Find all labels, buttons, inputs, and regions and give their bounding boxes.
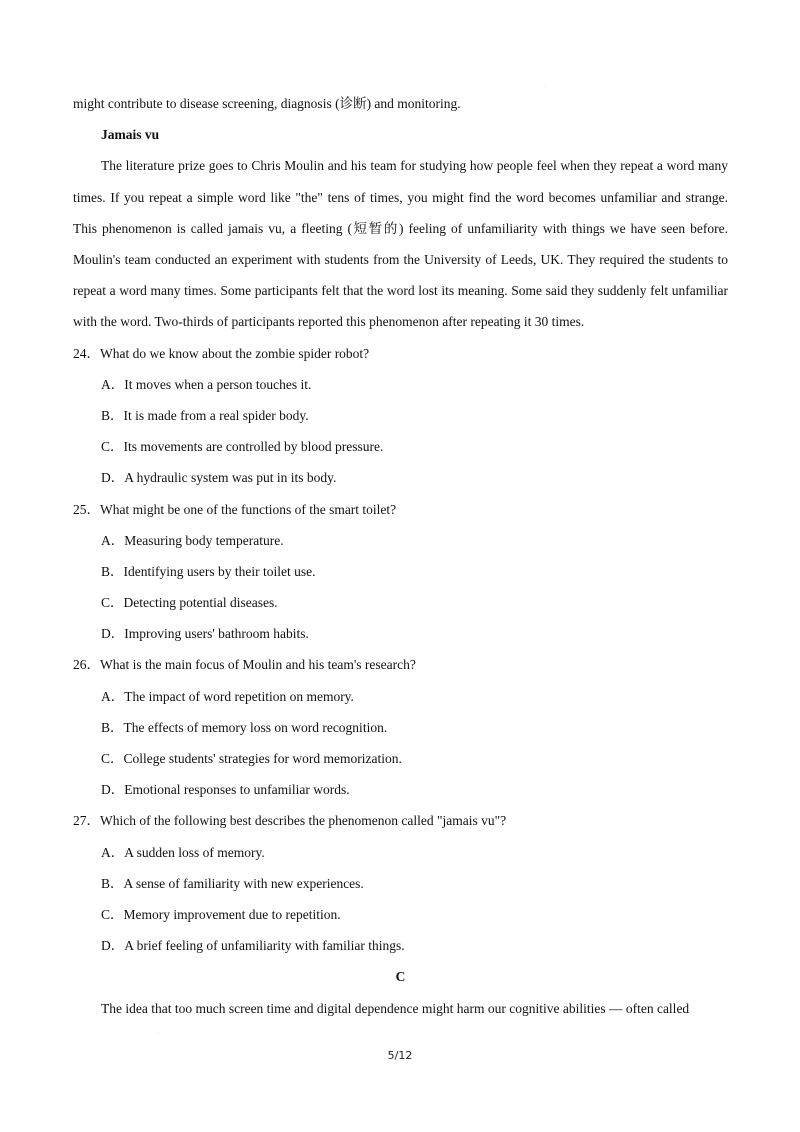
answer-option: D．Improving users' bathroom habits. [101,626,309,642]
question-stem [73,649,728,680]
answer-option: A．It moves when a person touches it. [101,376,312,392]
question-number: 25． [73,501,100,517]
page-number: 5/12 [387,1049,413,1062]
question-number: 27． [73,813,100,829]
answer-option: C．Memory improvement due to repetition. [101,906,341,922]
question-text: What might be one of the functions of the smart toilet? [100,501,397,517]
intro-line: might contribute to disease screening, diagnosis (诊断) and monitoring. [73,96,461,111]
document-page [73,88,728,1024]
answer-option: A．The impact of word repetition on memory. [101,688,354,704]
section-c-first-line: The idea that too much screen time and digital dependence might harm our cognitive abilities — often called [101,1000,690,1016]
question-stem [73,805,728,836]
scan-dot-mark: . [544,84,546,89]
answer-option: A．Measuring body temperature. [101,532,284,548]
question [73,494,728,650]
section-heading: Jamais vu [101,127,160,143]
answer-option: D．A hydraulic system was put in its body. [101,470,337,486]
body-paragraph: The literature prize goes to Chris Moulin and his team for studying how people feel when they repeat a word many times. If you repeat a simple word like "the" tens of times, you might find the word becomes unfamiliar and strange. This phenomenon is called jamais vu, a fleeting (短暂的) feeling of unfamiliarity with things we have seen before. Moulin's team conducted an experiment with students from the University of Leeds, UK. They required the students to repeat a word many times. Some participants felt that the word lost its meaning. Some said they suddenly felt unfamiliar with the word. Two-thirds of participants reported this phenomenon after repeating it 30 times. [73,158,728,330]
answer-option: A．A sudden loss of memory. [101,844,265,860]
answer-option: D．Emotional responses to unfamiliar words. [101,782,350,798]
question [73,649,728,805]
question-text: Which of the following best describes the phenomenon called "jamais vu"? [100,813,507,829]
answer-option: B．A sense of familiarity with new experiences. [101,875,364,891]
question-number: 24． [73,345,100,361]
question [73,805,728,961]
question-stem [73,338,728,369]
answer-option: B．The effects of memory loss on word recognition. [101,719,388,735]
answer-option: C．Its movements are controlled by blood pressure. [101,439,384,455]
scan-dot-mark: . [158,1030,160,1035]
question-text: What is the main focus of Moulin and his team's research? [100,657,416,673]
question [73,338,728,494]
answer-option: C．College students' strategies for word memorization. [101,751,402,767]
answer-option: B．It is made from a real spider body. [101,407,309,423]
body-paragraph-wrapper [73,150,728,337]
answer-option: D．A brief feeling of unfamiliarity with familiar things. [101,938,405,954]
question-text: What do we know about the zombie spider robot? [100,345,370,361]
answer-option: B．Identifying users by their toilet use. [101,563,316,579]
question-stem [73,494,728,525]
question-list [73,338,728,962]
answer-option: C．Detecting potential diseases. [101,595,278,611]
section-c-label: C [395,969,406,985]
question-number: 26． [73,657,100,673]
